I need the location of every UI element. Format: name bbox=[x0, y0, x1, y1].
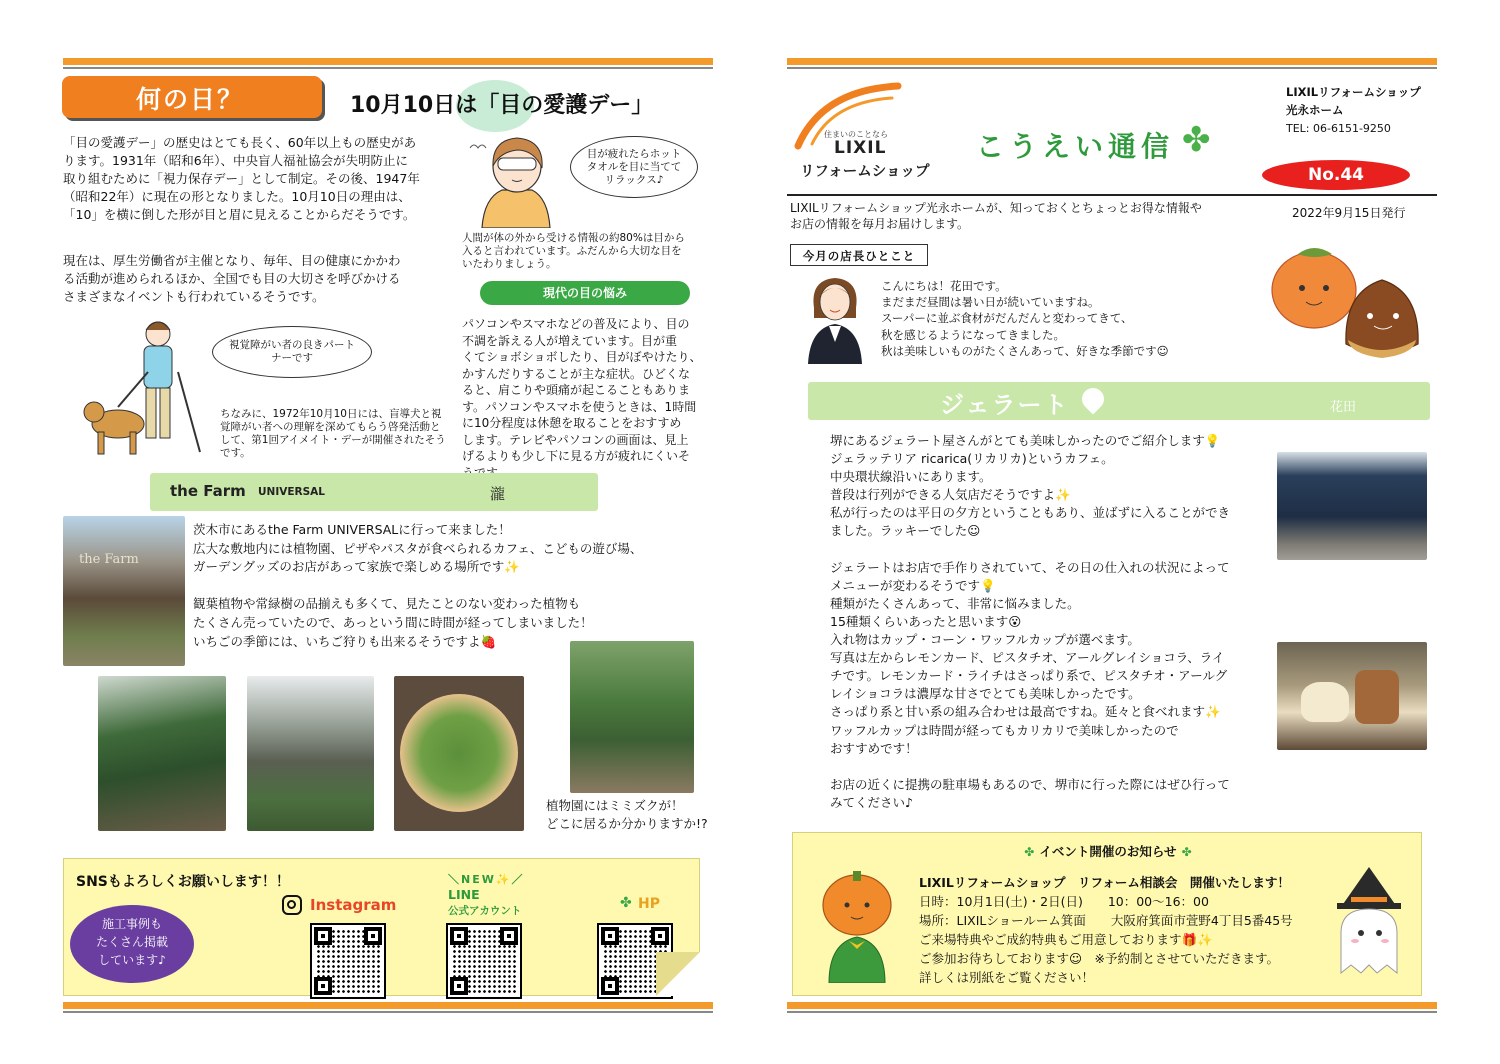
woman-towel-illustration bbox=[462, 128, 572, 228]
gelato-line bbox=[830, 758, 1230, 776]
worry-line: 不調を訴える人が増えています。目が重 bbox=[462, 333, 678, 348]
gelato-line: ジェラッテリア ricarica(リカリカ)というカフェ。 bbox=[830, 451, 1114, 467]
worry-line: パソコンやスマホなどの普及により、目の bbox=[462, 317, 690, 331]
worry-text bbox=[462, 316, 712, 481]
worry-line: かすんだりすることが主な症状。ひどくな bbox=[462, 366, 691, 381]
worry-line: に10分程度は休憩を取ることをおすすめ bbox=[462, 416, 682, 430]
instagram-qr[interactable] bbox=[310, 923, 386, 999]
event-line: 詳しくは別紙をご覧ください！ bbox=[919, 970, 1095, 985]
page-curl bbox=[656, 952, 700, 996]
manager-line: 秋を感じるようになってきました。 bbox=[881, 327, 1065, 342]
towel-bubble: 目が疲れたらホットタオルを目に当ててリラックス♪ bbox=[570, 136, 698, 198]
logo-tagline: 住まいのことなら bbox=[824, 130, 888, 139]
gelato-line bbox=[830, 541, 1230, 559]
top-rule bbox=[787, 58, 1437, 65]
clover-icon: ✤ bbox=[620, 895, 632, 911]
farm-section-bar bbox=[150, 473, 598, 511]
para2-line: 現在は、厚生労働省が主催となり、毎年、目の健康にかかわ bbox=[63, 253, 401, 268]
eye-caption: 人間が体の外から受ける情報の約80%は目から入ると言われています。ふだんから大切な目をいたわりましょう。 bbox=[462, 232, 685, 270]
line-new-label: ＼NEW✨／ bbox=[448, 873, 525, 886]
manager-line: スーパーに並ぶ食材がだんだんと変わってきて、 bbox=[881, 311, 1133, 326]
gelato-line: さっぱり系と甘い系の組み合わせは最高ですね。延々と食べれます✨ bbox=[830, 704, 1221, 720]
para2-line: さまざまなイベントも行われているそうです。 bbox=[63, 289, 325, 304]
top-rule-gray bbox=[787, 67, 1437, 69]
right-page bbox=[750, 0, 1500, 1064]
sns-bubble-line: 施工事例も bbox=[101, 917, 162, 931]
pumpkin-character-illustration bbox=[811, 865, 903, 983]
farm-text bbox=[193, 521, 713, 651]
event-line: 場所：LIXILショールーム箕面 大阪府箕面市萱野4丁目5番45号 bbox=[919, 913, 1293, 928]
sns-title: SNSもよろしくお願いします！！ bbox=[76, 874, 290, 890]
event-title: イベント開催のお知らせ bbox=[1039, 844, 1177, 859]
lightbulb-icon bbox=[1077, 383, 1108, 414]
gelato-line: 中央環状線沿いにあります。 bbox=[830, 469, 992, 485]
worry-line: す。パソコンやスマホを使うときは、1時間 bbox=[462, 399, 697, 414]
event-box bbox=[792, 832, 1422, 996]
gelato-line: ました。ラッキーでした☺ bbox=[830, 523, 981, 539]
clover-icon: ✤ bbox=[1024, 845, 1035, 859]
shop-name-2: 光永ホーム bbox=[1286, 103, 1344, 117]
top-rule-gray bbox=[63, 67, 713, 69]
owl-garden-photo bbox=[570, 641, 694, 793]
gelato-line: 普段は行列ができる人気店だそうですよ✨ bbox=[830, 487, 1071, 503]
event-line: 日時：10月1日(土)・2日(日) 10：00～16：00 bbox=[919, 894, 1209, 909]
intro-line: 「10」を横に倒した形が目と眉に見えることからだそうです。 bbox=[63, 207, 416, 222]
intro-text bbox=[790, 200, 1202, 232]
sns-bubble-line: しています♪ bbox=[98, 953, 166, 967]
shop-name: LIXILリフォームショップ bbox=[1286, 85, 1421, 99]
manager-line: こんにちは！花田です。 bbox=[881, 279, 1007, 293]
pizza-photo bbox=[394, 676, 524, 831]
line-label-sub[interactable]: 公式アカウント bbox=[448, 905, 522, 917]
gelato-line: 写真は左からレモンカード、ピスタチオ、アールグレイショコラ、ライ bbox=[830, 650, 1225, 666]
pizza bbox=[400, 694, 518, 812]
instagram-label[interactable]: Instagram bbox=[310, 896, 397, 914]
issue-number: No.44 bbox=[1307, 165, 1365, 185]
logo-brand: LIXIL bbox=[834, 138, 887, 158]
sns-box bbox=[63, 858, 700, 996]
line-qr[interactable] bbox=[446, 923, 522, 999]
event-line: ご来場特典やご成約特典もご用意しております🎁✨ bbox=[919, 932, 1213, 947]
intro-line: （昭和22年）に現在の形となりました。10月10日の理由は、 bbox=[63, 189, 411, 204]
event-line: LIXILリフォームショップ リフォーム相談会 開催いたします！ bbox=[919, 875, 1290, 890]
gelato-line: 私が行ったのは平日の夕方ということもあり、並ばずに入ることができ bbox=[830, 505, 1231, 521]
bottom-rule bbox=[63, 1002, 713, 1009]
farm-author: 瀧 bbox=[490, 485, 506, 503]
farm-line: いちごの季節には、いちご狩りも出来るそうですよ🍓 bbox=[193, 633, 497, 649]
worry-pill bbox=[480, 281, 690, 305]
gelato-line: お店の近くに提携の駐車場もあるので、堺市に行った際にはぜひ行って bbox=[830, 776, 1230, 792]
owl-caption bbox=[546, 797, 708, 833]
intro-line: お店の情報を毎月お届けします。 bbox=[790, 217, 970, 231]
manager-avatar bbox=[800, 272, 870, 364]
event-title-row bbox=[793, 841, 1423, 860]
gelato-line: みてください♪ bbox=[830, 794, 913, 810]
worry-line: ると、肩こりや頭痛が起こることもありま bbox=[462, 383, 691, 397]
gelato-line: レイショコラは濃厚な甘さでとても美味しかったです。 bbox=[830, 686, 1141, 702]
sns-bubble-line: たくさん掲載 bbox=[95, 935, 168, 949]
farm-title-small: UNIVERSAL bbox=[258, 486, 325, 498]
hp-label[interactable]: HP bbox=[638, 896, 660, 912]
gelato-line: 種類がたくさんあって、非常に悩みました。 bbox=[830, 595, 1080, 611]
intro-line: 「目の愛護デー」の歴史はとても長く、60年以上もの歴史があ bbox=[63, 135, 417, 150]
partner-bubble: 視覚障がい者の良きパートナーです bbox=[212, 326, 372, 378]
gelato-line: ワッフルカップは時間が経ってもカリカリで美味しかったので bbox=[830, 722, 1179, 738]
event-line: ご参加お待ちしております☺ ※予約制とさせていただきます。 bbox=[919, 951, 1280, 966]
greenhouse-photo bbox=[98, 676, 226, 831]
gelato-text bbox=[830, 432, 1230, 812]
newsletter-title: こうえい通信 bbox=[976, 130, 1175, 163]
dog-caption: ちなみに、1972年10月10日には、盲導犬と視覚障がい者への理解を深めてもらう啓発活動として、第1回アイメイト・デーが開催されたそうです。 bbox=[220, 408, 446, 459]
gelato-photo bbox=[1277, 642, 1427, 750]
manager-line: まだまだ昼間は暑い日が続いていますね。 bbox=[881, 295, 1100, 310]
gelato-cup bbox=[1301, 682, 1349, 722]
farm-sign: the Farm bbox=[79, 552, 139, 567]
owl-caption-line: 植物園にはミミズクが！ bbox=[546, 798, 684, 813]
issue-badge bbox=[1262, 160, 1410, 190]
manager-label bbox=[790, 244, 928, 266]
worry-pill-label: 現代の目の悩み bbox=[542, 286, 627, 300]
line-label[interactable]: LINE bbox=[448, 887, 480, 902]
bottom-rule-gray bbox=[787, 1011, 1437, 1013]
gelato-line: 15種類くらいあったと思います😮 bbox=[830, 613, 1022, 629]
gelato-line: おすすめです！ bbox=[830, 740, 918, 756]
ghost-witch-illustration bbox=[1327, 863, 1411, 979]
shop-front-photo bbox=[1277, 452, 1427, 560]
bottom-rule-gray bbox=[63, 1011, 713, 1013]
gelato-line: メニューが変わるそうです💡 bbox=[830, 577, 996, 593]
manager-text bbox=[881, 278, 1169, 359]
intro-line: ります。1931年（昭和6年）、中央盲人福祉協会が失明防止に bbox=[63, 153, 409, 168]
para2-text bbox=[63, 252, 463, 306]
instagram-icon[interactable] bbox=[282, 895, 302, 915]
clover-icon: ✤ bbox=[1181, 845, 1192, 859]
farm-line: たくさん売っていたので、あっという間に時間が経ってしまいました！ bbox=[193, 614, 593, 630]
gelato-line: チです。レモンカード・ライチはさっぱり系で、ピスタチオ・アールグ bbox=[830, 668, 1228, 684]
farm-line: ガーデングッズのお店があって家族で楽しめる場所です✨ bbox=[193, 559, 520, 575]
header-rule bbox=[787, 194, 1437, 196]
farm-line: 茨木市にあるthe Farm UNIVERSALに行って来ました！ bbox=[193, 522, 511, 537]
sns-bubble bbox=[70, 905, 194, 983]
gelato-title: ジェラート bbox=[940, 391, 1070, 419]
persimmon-chestnut-illustration bbox=[1260, 228, 1440, 368]
gelato-section-bar bbox=[808, 382, 1430, 420]
intro-line: 取り組むために「視力保存デー」として制定。その後、1947年 bbox=[63, 171, 420, 186]
farm-entrance-photo bbox=[63, 516, 185, 666]
worry-line: くてショボショボしたり、目がぼやけたり、 bbox=[462, 350, 702, 364]
treehouse-photo bbox=[247, 676, 374, 831]
issue-date: 2022年9月15日発行 bbox=[1292, 206, 1406, 220]
event-text bbox=[919, 873, 1293, 987]
headline: 10月10日は「目の愛護デー」 bbox=[350, 93, 654, 118]
intro-text bbox=[63, 134, 463, 224]
worry-line: げるよりも少し下に見る方が疲れにくいそ bbox=[462, 449, 691, 463]
intro-line: LIXILリフォームショップ光永ホームが、知っておくとちょっとお得な情報や bbox=[790, 201, 1202, 215]
gelato-line: ジェラートはお店で手作りされていて、その日の仕入れの状況によって bbox=[830, 559, 1230, 575]
top-rule bbox=[63, 58, 713, 65]
what-day-badge-label: 何の日？ bbox=[136, 85, 245, 114]
what-day-badge bbox=[62, 76, 322, 118]
farm-line bbox=[193, 577, 713, 596]
guide-dog-illustration bbox=[78, 312, 208, 462]
bottom-rule bbox=[787, 1002, 1437, 1009]
farm-line: 広大な敷地内には植物園、ピザやパスタが食べられるカフェ、こどもの遊び場、 bbox=[193, 540, 643, 556]
clover-icon: ✤ bbox=[1182, 120, 1211, 160]
manager-label-text: 今月の店長ひとこと bbox=[802, 249, 916, 263]
worry-line: します。テレビやパソコンの画面は、見上 bbox=[462, 432, 689, 447]
logo-sub: リフォームショップ bbox=[800, 164, 930, 180]
manager-line: 秋は美味しいものがたくさんあって、好きな季節です☺ bbox=[881, 343, 1169, 358]
gelato-line: 入れ物はカップ・コーン・ワッフルカップが選べます。 bbox=[830, 632, 1140, 648]
gelato-author: 花田 bbox=[1330, 400, 1357, 415]
owl-caption-line: どこに居るか分かりますか!? bbox=[546, 816, 708, 831]
farm-line: 観葉植物や常緑樹の品揃えも多くて、見たことのない変わった植物も bbox=[193, 596, 581, 612]
waffle-cup bbox=[1355, 670, 1399, 724]
para2-line: る活動が進められるほか、全国でも目の大切さを呼びかける bbox=[63, 271, 401, 286]
gelato-line: 堺にあるジェラート屋さんがとても美味しかったのでご紹介します💡 bbox=[830, 433, 1221, 448]
tel: TEL: 06-6151-9250 bbox=[1286, 122, 1391, 135]
farm-title: the Farm bbox=[170, 482, 246, 500]
